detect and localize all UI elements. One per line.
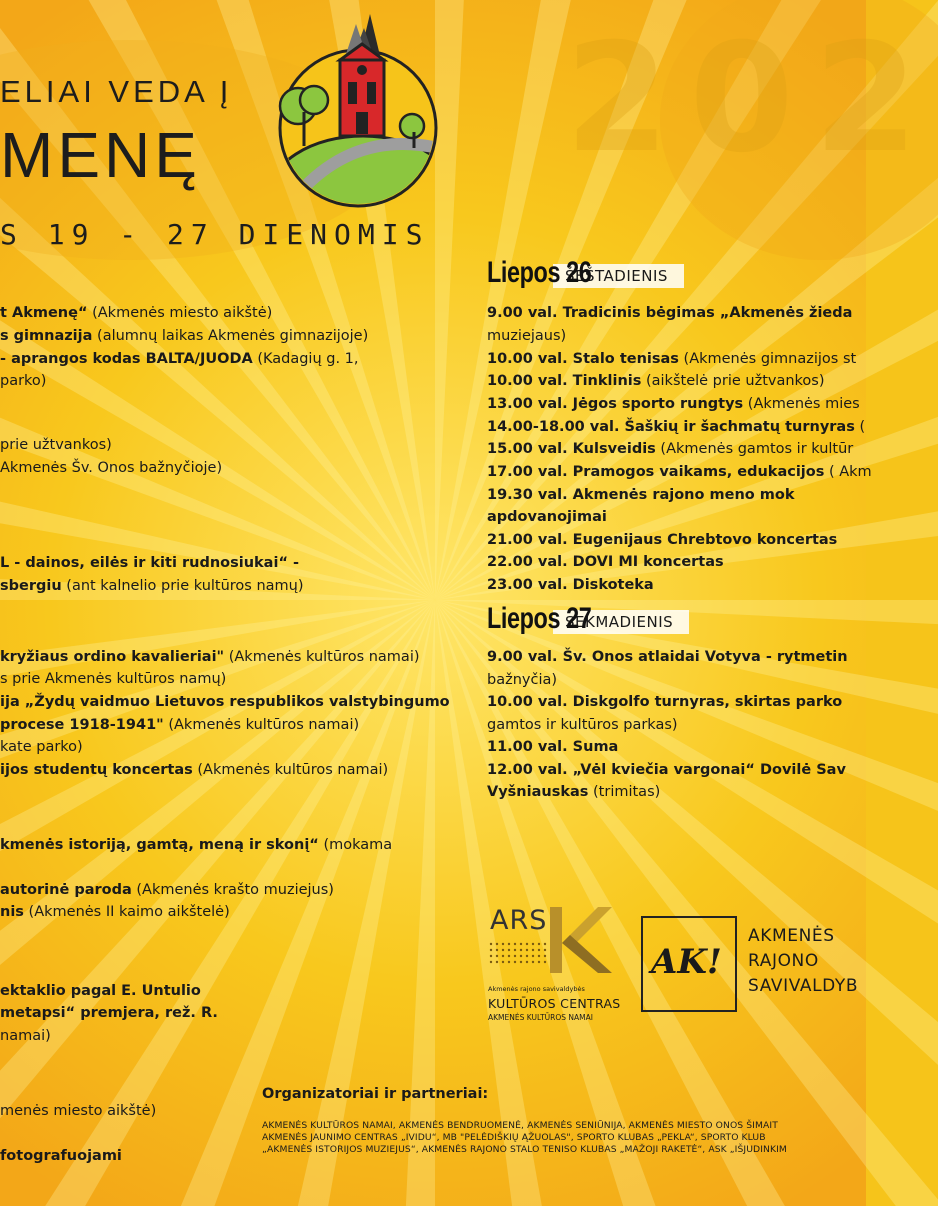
ars-dot: [490, 949, 492, 951]
event-location: (Akmenės krašto muziejus): [131, 882, 334, 898]
event-location: bažnyčia): [487, 672, 558, 688]
ars-dot: [544, 949, 546, 951]
ars-k-mark: [546, 905, 616, 975]
organizers-line: AKMENĖS JAUNIMO CENTRAS „IVIDU“, MB "PELĖDIŠKIŲ ĄŽUOLAS", SPORTO KLUBAS „PEKLA“, SPORTO KLUB: [262, 1132, 766, 1143]
header-dates: S 19 - 27 DIENOMIS: [0, 218, 430, 251]
event-title: s gimnazija: [0, 328, 93, 344]
event-location: (Akmenės gimnazijos st: [678, 351, 857, 367]
schedule-line: [0, 879, 334, 902]
schedule-line: [0, 1002, 218, 1025]
ars-dot: [508, 961, 510, 963]
header-title: MENĘ: [0, 119, 201, 191]
day26-title: Liepos 26: [487, 256, 592, 289]
event-title: t Akmenę“: [0, 305, 88, 321]
schedule-line: [0, 901, 230, 924]
ars-dot: [496, 955, 498, 957]
ars-logo-text: ARS: [490, 905, 548, 936]
event-location: (ant kalnelio prie kultūros namų): [61, 578, 304, 594]
schedule-line: [487, 781, 660, 804]
schedule-line: [0, 1025, 51, 1048]
schedule-line: [0, 691, 450, 714]
schedule-line: [0, 668, 226, 691]
schedule-line: [0, 370, 46, 393]
event-title: Vyšniauskas: [487, 784, 589, 800]
schedule-line: [487, 529, 837, 552]
schedule-line: [0, 714, 359, 737]
schedule-line: [487, 574, 654, 597]
church-logo: [268, 8, 448, 208]
ak-logo-text: [748, 924, 858, 999]
organizers-list: [262, 1120, 787, 1156]
header-tagline: ELIAI VEDA Į: [0, 74, 233, 109]
event-location: Akmenės Šv. Onos bažnyčioje): [0, 460, 223, 476]
schedule-line: [487, 325, 566, 348]
ars-name: KULTŪROS CENTRAS: [488, 996, 621, 1011]
ak-logo-line: SAVIVALDYB: [748, 976, 859, 996]
schedule-line: [487, 393, 860, 416]
event-title: kmenės istoriją, gamtą, meną ir skonį“: [0, 837, 319, 853]
event-title: 9.00 val. Tradicinis bėgimas „Akmenės žieda: [487, 305, 853, 321]
ars-dot: [520, 949, 522, 951]
schedule-line: [487, 506, 607, 529]
event-title: 11.00 val. Suma: [487, 739, 619, 755]
schedule-line: [487, 646, 848, 669]
day27-weekday: SEKMADIENIS: [553, 610, 689, 634]
event-location: (Kadagių g. 1,: [252, 351, 359, 367]
event-location: (: [854, 419, 866, 435]
organizers-line: „AKMENĖS ISTORIJOS MUZIEJUS“, AKMENĖS RAJONO STALO TENISO KLUBAS „MAŽOJI RAKETĖ“, ASK „IŠJUDINKIM: [262, 1144, 787, 1155]
schedule-line: [0, 434, 112, 457]
ars-name-2: AKMENĖS KULTŪROS NAMAI: [488, 1013, 593, 1022]
ars-dot: [544, 955, 546, 957]
event-title: 19.30 val. Akmenės rajono meno mok: [487, 487, 795, 503]
ars-dot: [520, 943, 522, 945]
event-location: ( Akm: [824, 464, 872, 480]
ars-dots: [488, 941, 548, 967]
event-location: (mokama: [318, 837, 393, 853]
day26-weekday: ŠEŠTADIENIS: [553, 264, 684, 288]
ars-dot: [496, 943, 498, 945]
ars-dot: [532, 955, 534, 957]
event-location: muziejaus): [487, 328, 567, 344]
event-title: - aprangos kodas BALTA/JUODA: [0, 351, 253, 367]
event-title: nis: [0, 904, 24, 920]
schedule-line: [0, 736, 83, 759]
ars-dot: [508, 955, 510, 957]
ars-dot: [514, 949, 516, 951]
event-location: (Akmenės kultūros namai): [192, 762, 389, 778]
event-location: prie užtvankos): [0, 437, 112, 453]
ars-dot: [502, 949, 504, 951]
schedule-line: [0, 457, 222, 480]
schedule-line: [487, 461, 872, 484]
event-title: 21.00 val. Eugenijaus Chrebtovo koncertas: [487, 532, 838, 548]
ak-logo-line: RAJONO: [748, 951, 819, 971]
ars-subtitle: Akmenės rajono savivaldybės: [488, 985, 585, 993]
ars-logo: [488, 905, 628, 1025]
event-location: kate parko): [0, 739, 83, 755]
event-title: ektaklio pagal E. Untulio: [0, 983, 201, 999]
schedule-line: [0, 1100, 156, 1123]
event-title: autorinė paroda: [0, 882, 132, 898]
ars-dot: [526, 955, 528, 957]
schedule-line: [0, 325, 368, 348]
schedule-line: [0, 646, 420, 669]
event-location: menės miesto aikštė): [0, 1103, 157, 1119]
ars-dot: [532, 949, 534, 951]
schedule-line: [0, 575, 304, 598]
event-location: s prie Akmenės kultūros namų): [0, 671, 227, 687]
event-location: (aikštelė prie užtvankos): [641, 373, 825, 389]
event-location: (alumnų laikas Akmenės gimnazijoje): [92, 328, 369, 344]
event-location: (Akmenės mies: [743, 396, 860, 412]
day27-title: Liepos 27: [487, 602, 592, 635]
ars-dot: [490, 961, 492, 963]
event-title: 17.00 val. Pramogos vaikams, edukacijos: [487, 464, 825, 480]
ars-dot: [520, 961, 522, 963]
schedule-line: [487, 759, 846, 782]
schedule-line: [0, 980, 201, 1003]
event-title: ija „Žydų vaidmuo Lietuvos respublikos valstybingumo: [0, 694, 450, 710]
schedule-line: [0, 552, 299, 575]
ars-dot: [538, 955, 540, 957]
schedule-line: [0, 1145, 122, 1168]
ars-dot: [526, 949, 528, 951]
event-title: 22.00 val. DOVI MI koncertas: [487, 554, 724, 570]
ars-dot: [514, 955, 516, 957]
schedule-line: [0, 834, 392, 857]
event-title: ijos studentų koncertas: [0, 762, 193, 778]
event-title: 10.00 val. Stalo tenisas: [487, 351, 679, 367]
ars-dot: [520, 955, 522, 957]
event-location: (trimitas): [588, 784, 661, 800]
event-title: fotografuojami: [0, 1148, 122, 1164]
schedule-line: [487, 669, 557, 692]
ars-dot: [502, 961, 504, 963]
ars-dot: [496, 949, 498, 951]
schedule-line: [0, 302, 272, 325]
schedule-line: [487, 691, 842, 714]
event-title: 13.00 val. Jėgos sporto rungtys: [487, 396, 744, 412]
schedule-line: [487, 551, 724, 574]
schedule-line: [487, 736, 618, 759]
organizers-title: Organizatoriai ir partneriai:: [262, 1086, 489, 1102]
schedule-line: [0, 348, 359, 371]
ars-dot: [502, 955, 504, 957]
schedule-line: [0, 759, 388, 782]
ars-dot: [490, 955, 492, 957]
event-location: (Akmenės miesto aikštė): [87, 305, 273, 321]
schedule-line: [487, 714, 678, 737]
ak-logo-line: AKMENĖS: [748, 926, 835, 946]
ars-dot: [526, 961, 528, 963]
event-title: sbergiu: [0, 578, 62, 594]
ars-dot: [532, 961, 534, 963]
ars-dot: [526, 943, 528, 945]
event-location: (Akmenės kultūros namai): [163, 717, 360, 733]
event-title: 10.00 val. Diskgolfo turnyras, skirtas parko: [487, 694, 843, 710]
ars-dot: [538, 943, 540, 945]
ars-dot: [538, 961, 540, 963]
ars-dot: [514, 943, 516, 945]
event-title: metapsi“ premjera, rež. R.: [0, 1005, 218, 1021]
ars-dot: [544, 961, 546, 963]
ars-dot: [538, 949, 540, 951]
schedule-line: [487, 484, 795, 507]
ak-logo-mark: AK!: [651, 942, 722, 982]
event-location: (Akmenės II kaimo aikštelė): [23, 904, 230, 920]
ars-dot: [514, 961, 516, 963]
event-title: 23.00 val. Diskoteka: [487, 577, 654, 593]
event-title: 12.00 val. „Vėl kviečia vargonai“ Dovilė Sav: [487, 762, 846, 778]
ars-dot: [502, 943, 504, 945]
event-title: procese 1918-1941": [0, 717, 164, 733]
event-title: 15.00 val. Kulsveidis: [487, 441, 656, 457]
event-location: (Akmenės kultūros namai): [224, 649, 420, 665]
event-title: 10.00 val. Tinklinis: [487, 373, 642, 389]
event-title: apdovanojimai: [487, 509, 607, 525]
ars-dot: [544, 943, 546, 945]
ars-dot: [490, 943, 492, 945]
ak-logo-box: [641, 916, 737, 1012]
ars-dot: [508, 943, 510, 945]
event-title: L - dainos, eilės ir kiti rudnosiukai“ -: [0, 555, 300, 571]
schedule-line: [487, 370, 825, 393]
ars-dot: [496, 961, 498, 963]
event-location: (Akmenės gamtos ir kultūr: [655, 441, 854, 457]
event-location: parko): [0, 373, 47, 389]
event-title: 14.00-18.00 val. Šaškių ir šachmatų turnyras: [487, 419, 855, 435]
ars-dot: [508, 949, 510, 951]
schedule-line: [487, 438, 853, 461]
event-title: 9.00 val. Šv. Onos atlaidai Votyva - rytmetin: [487, 649, 848, 665]
schedule-line: [487, 416, 865, 439]
ars-dot: [532, 943, 534, 945]
schedule-line: [487, 348, 856, 371]
event-title: kryžiaus ordino kavalieriai": [0, 649, 225, 665]
organizers-line: AKMENĖS KULTŪROS NAMAI, AKMENĖS BENDRUOMENĖ, AKMENĖS SENIŪNIJA, AKMENĖS MIESTO ONOS ŠIMAIT: [262, 1120, 778, 1131]
year-watermark: 202: [565, 12, 938, 186]
event-location: namai): [0, 1028, 51, 1044]
event-location: gamtos ir kultūros parkas): [487, 717, 678, 733]
schedule-line: [487, 302, 852, 325]
